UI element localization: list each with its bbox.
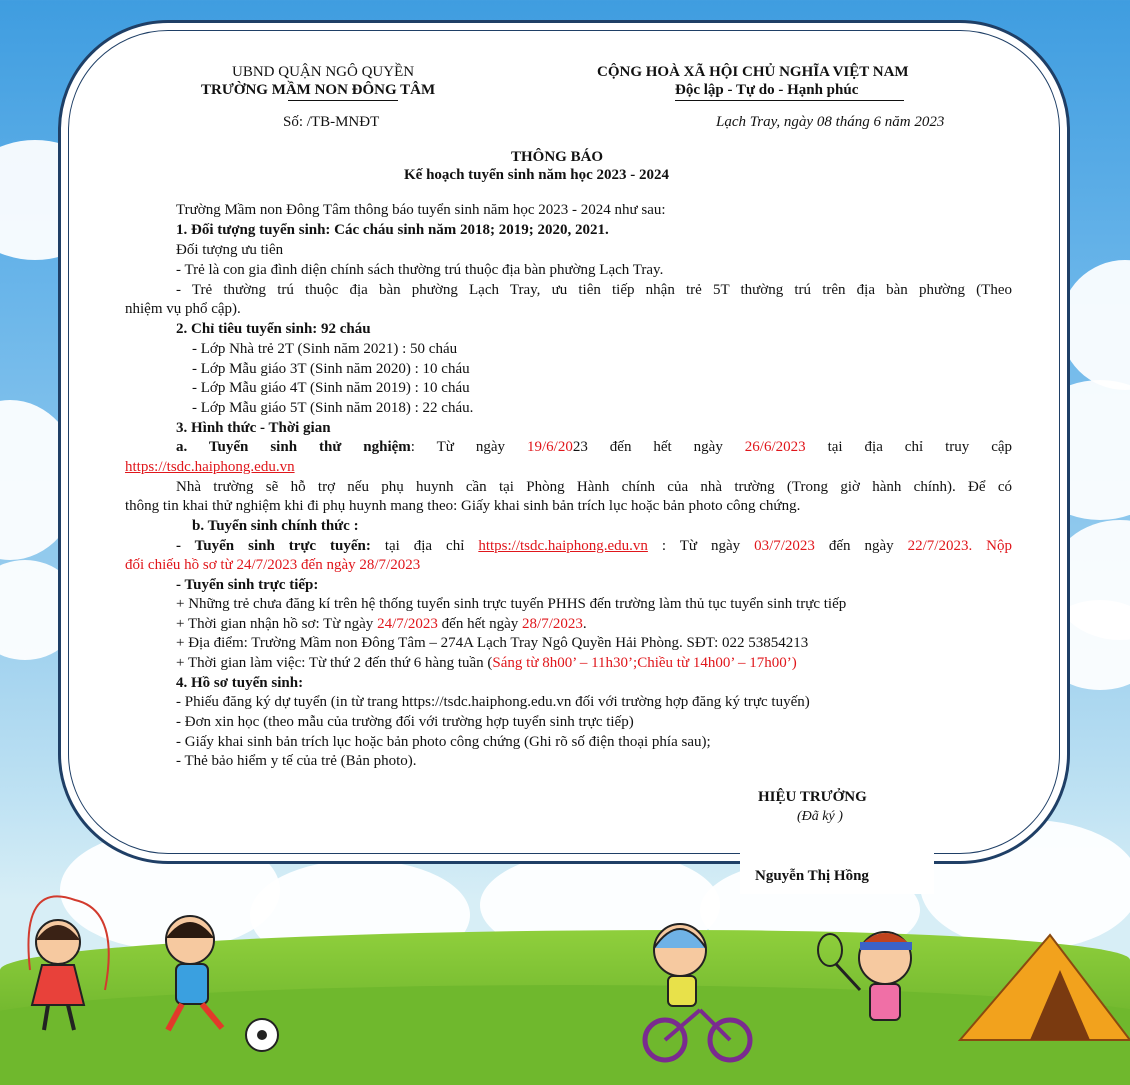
trial-admission-link[interactable]: https://tsdc.haiphong.edu.vn: [125, 459, 295, 475]
trial-admission-label: a. Tuyển sinh thử nghiệm: [176, 439, 411, 455]
class-quota-1: - Lớp Nhà trẻ 2T (Sinh năm 2021) : 50 cháu: [192, 341, 458, 357]
camping-tent: [960, 935, 1130, 1040]
direct-start-date: 24/7/2023: [377, 616, 438, 632]
notice-subtitle: Kế hoạch tuyển sinh năm học 2023 - 2024: [404, 167, 670, 183]
online-start-date: 03/7/2023: [754, 538, 815, 554]
class-quota-2: - Lớp Mẫu giáo 3T (Sinh năm 2020) : 10 cháu: [192, 361, 470, 377]
online-admission-label: - Tuyển sinh trực tuyến:: [176, 538, 371, 554]
support-line-2: thông tin khai thử nghiệm khi đi phụ huynh mang theo: Giấy khai sinh bản trích lục hoặc bản photo công chứng.: [125, 498, 801, 514]
child-on-bicycle-figure: [645, 924, 750, 1060]
documents-item-1: - Phiếu đăng ký dự tuyển (in từ trang https://tsdc.haiphong.edu.vn đối với trường hợp đăng ký trực tuyến): [176, 694, 810, 710]
section-4-heading: 4. Hồ sơ tuyển sinh:: [176, 675, 304, 691]
section-3-heading: 3. Hình thức - Thời gian: [176, 420, 331, 436]
direct-admission-item-1: + Những trẻ chưa đăng kí trên hệ thống tuyển sinh trực tuyến PHHS đến trường làm thủ tục tuyển sinh trực tiếp: [176, 596, 847, 612]
section-1-heading: 1. Đối tượng tuyển sinh: Các cháu sinh năm 2018; 2019; 2020, 2021.: [176, 222, 609, 238]
girl-jumping-figure: [28, 896, 108, 1030]
header-org: UBND QUẬN NGÔ QUYỀN: [232, 64, 415, 80]
support-line-1: Nhà trường sẽ hỗ trợ nếu phụ huynh cần tại Phòng Hành chính của nhà trường (Trong giờ hành chính). Để có: [176, 479, 1012, 495]
online-document-check-dates: đối chiếu hồ sơ từ 24/7/2023 đến ngày 28/7/2023: [125, 557, 421, 573]
header-motto: Độc lập - Tự do - Hạnh phúc: [675, 82, 859, 98]
trial-admission-line: a. Tuyển sinh thử nghiệm: Từ ngày 19/6/2023 đến hết ngày 26/6/2023 tại địa chỉ truy cập: [176, 439, 1013, 455]
soccer-ball: [246, 1019, 278, 1051]
documents-item-3: - Giấy khai sinh bản trích lục hoặc bản photo công chứng (Ghi rõ số điện thoại phía sau);: [176, 734, 711, 750]
document-date: Lạch Tray, ngày 08 tháng 6 năm 2023: [716, 114, 945, 130]
priority-item-1: - Trẻ là con gia đình diện chính sách thường trú thuộc địa bàn phường Lạch Tray.: [176, 262, 664, 278]
girl-with-racket-figure: [818, 932, 912, 1020]
priority-item-2-line-2: nhiệm vụ phổ cập).: [125, 301, 241, 317]
documents-item-2: - Đơn xin học (theo mẫu của trường đối với trường hợp tuyển sinh trực tiếp): [176, 714, 634, 730]
direct-admission-item-2: + Thời gian nhận hồ sơ: Từ ngày 24/7/2023 đến hết ngày 28/7/2023.: [176, 616, 587, 632]
notice-title: THÔNG BÁO: [511, 149, 604, 165]
direct-admission-label: - Tuyển sinh trực tiếp:: [176, 577, 319, 593]
kids-playing-illustration: [0, 880, 1130, 1077]
principal-title: HIỆU TRƯỞNG: [758, 789, 867, 805]
trial-end-date: 26/6/2023: [744, 439, 806, 455]
boy-running-figure: [166, 916, 222, 1030]
online-end-date: 22/7/2023: [907, 538, 969, 554]
priority-item-2-line-1: - Trẻ thường trú thuộc địa bàn phường Lạch Tray, ưu tiên tiếp nhận trẻ 5T thường trú trên địa bàn phường (Theo: [176, 282, 1012, 298]
header-nation: CỘNG HOÀ XÃ HỘI CHỦ NGHĨA VIỆT NAM: [597, 64, 909, 80]
direct-end-date: 28/7/2023: [522, 616, 583, 632]
class-quota-4: - Lớp Mẫu giáo 5T (Sinh năm 2018) : 22 cháu.: [192, 400, 474, 416]
documents-item-4: - Thẻ bảo hiểm y tế của trẻ (Bản photo).: [176, 753, 417, 769]
document-number: Số: /TB-MNĐT: [283, 114, 380, 130]
header-motto-underline: [675, 100, 904, 101]
intro-paragraph: Trường Mầm non Đông Tâm thông báo tuyển sinh năm học 2023 - 2024 như sau:: [176, 202, 666, 218]
direct-admission-location: + Địa điểm: Trường Mầm non Đông Tâm – 274A Lạch Tray Ngô Quyền Hải Phòng. SĐT: 022 53854213: [176, 635, 809, 651]
priority-label: Đối tượng ưu tiên: [176, 242, 284, 258]
principal-name: Nguyễn Thị Hồng: [755, 868, 869, 884]
trial-start-date: 19/6/20: [527, 439, 573, 455]
header-school-underline: [288, 100, 398, 101]
header-school: TRƯỜNG MẦM NON ĐÔNG TÂM: [201, 82, 436, 98]
official-admission-heading: b. Tuyển sinh chính thức :: [192, 518, 359, 534]
online-admission-link[interactable]: https://tsdc.haiphong.edu.vn: [478, 538, 648, 554]
working-hours: Sáng từ 8h00’ – 11h30’;Chiều từ 14h00’ – 17h00’): [492, 655, 797, 671]
section-2-heading: 2. Chỉ tiêu tuyển sinh: 92 cháu: [176, 321, 371, 337]
signed-note: (Đã ký ): [797, 809, 843, 824]
direct-admission-hours: + Thời gian làm việc: Từ thứ 2 đến thứ 6 hàng tuần (Sáng từ 8h00’ – 11h30’;Chiều từ 14h00’ – 17h00’): [176, 655, 797, 671]
class-quota-3: - Lớp Mẫu giáo 4T (Sinh năm 2019) : 10 cháu: [192, 380, 470, 396]
online-admission-line: - Tuyển sinh trực tuyến: tại địa chỉ https://tsdc.haiphong.edu.vn : Từ ngày 03/7/2023 đến ngày 22/7/2023. Nộp: [176, 538, 1012, 554]
